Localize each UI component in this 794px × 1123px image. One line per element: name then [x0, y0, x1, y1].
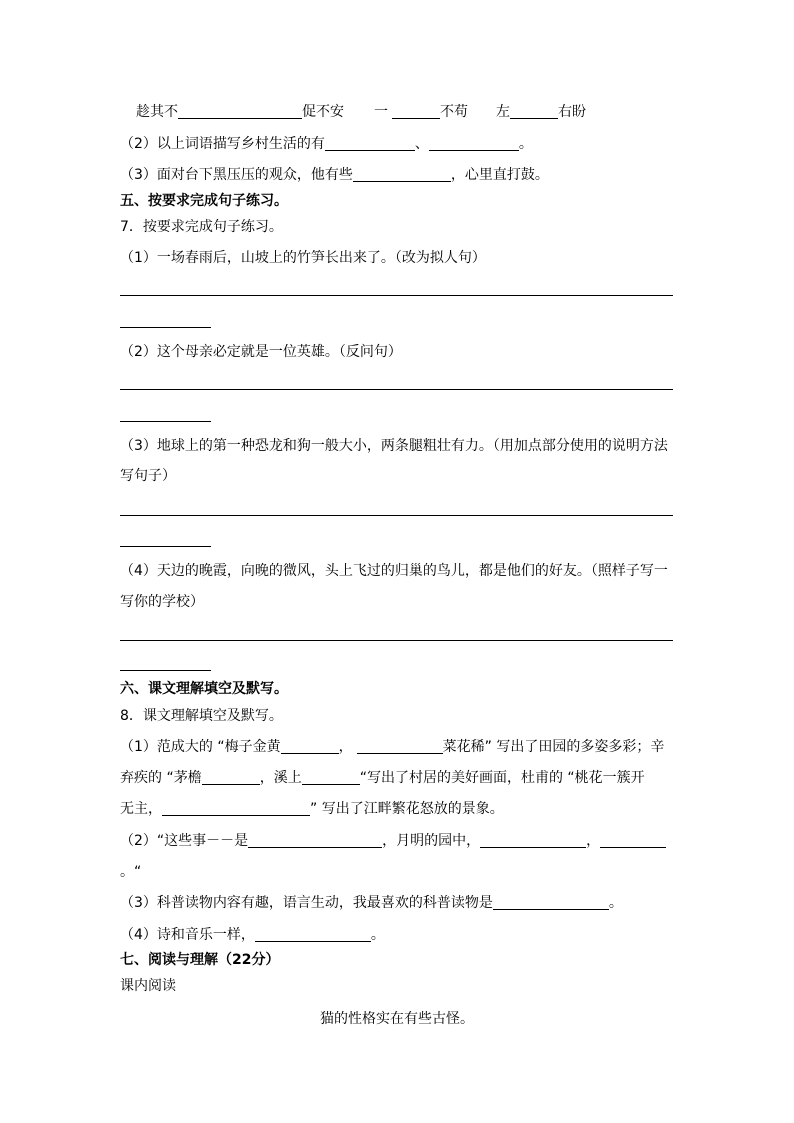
blank-q8-3[interactable]	[493, 895, 609, 910]
q8-4-line	[120, 926, 385, 944]
blank-q8-2-a[interactable]	[248, 833, 382, 848]
blank-q6-2-a[interactable]	[325, 136, 415, 151]
blank-q8-1-b[interactable]	[357, 739, 443, 754]
q8-1-text-c: 菜花稀” 写出了田园的多姿多彩；辛	[442, 739, 665, 755]
q7-sentence-4b: 写你的学校）	[120, 594, 204, 610]
q8-1-text-f: “写出了村居的美好画面，杜甫的 “桃花一簇开	[359, 770, 645, 786]
blank-q8-1-c[interactable]	[202, 770, 260, 785]
question-7-title: 7．按要求完成句子练习。	[120, 219, 283, 235]
blank-q8-1-a[interactable]	[281, 739, 339, 754]
q8-1-text-h: ” 写出了江畔繁花怒放的景象。	[310, 801, 504, 817]
q6-2-sep: 、	[414, 136, 429, 152]
answer-line-1[interactable]	[120, 295, 673, 296]
question-6-2	[120, 135, 533, 153]
q8-1-text-a: （1）范成大的 “梅子金黄	[120, 739, 281, 755]
blank-idiom-2[interactable]	[392, 104, 440, 119]
q8-1-line-1	[120, 738, 664, 756]
q8-4-text: （4）诗和音乐一样，	[120, 927, 255, 943]
section-7-heading: 七、阅读与理解（22分）	[120, 952, 280, 968]
answer-line-3[interactable]	[120, 515, 673, 516]
q7-sentence-1: （1）一场春雨后，山坡上的竹笋长出来了。（改为拟人句）	[120, 250, 486, 266]
idiom-text-5: 左	[496, 104, 510, 120]
section-5-heading: 五、按要求完成句子练习。	[120, 193, 288, 209]
q8-3-end: 。	[608, 895, 623, 911]
blank-idiom-1[interactable]	[178, 104, 302, 119]
idiom-text-6: 右盼	[558, 104, 586, 120]
q8-2-text-c: ，	[586, 833, 601, 849]
blank-q8-2-b[interactable]	[480, 833, 586, 848]
answer-line-4[interactable]	[120, 640, 673, 641]
q7-sentence-4a: （4）天边的晚霞，向晚的微风，头上飞过的归巢的鸟儿，都是他们的好友。（照样子写一	[120, 563, 668, 579]
blank-q8-1-d[interactable]	[302, 770, 360, 785]
blank-q8-2-c[interactable]	[600, 833, 666, 848]
q6-2-end: 。	[518, 136, 533, 152]
q8-3-text: （3）科普读物内容有趣，语言生动，我最喜欢的科普读物是	[120, 895, 493, 911]
question-6-3	[120, 166, 549, 184]
q8-2-text-b: ，月明的园中，	[382, 833, 481, 849]
answer-line-3-end[interactable]	[120, 546, 211, 547]
idiom-text-2: 促不安	[302, 104, 344, 120]
q7-sentence-2: （2）这个母亲必定就是一位英雄。（反问句）	[120, 344, 402, 360]
answer-line-2[interactable]	[120, 389, 673, 390]
answer-line-2-end[interactable]	[120, 421, 211, 422]
idiom-text-1: 趁其不	[136, 104, 178, 120]
idiom-text-4: 不苟	[440, 104, 468, 120]
q8-1-text-e: ，溪上	[259, 770, 302, 786]
idiom-fill-line	[136, 103, 586, 121]
blank-q8-1-e[interactable]	[162, 801, 310, 816]
blank-q8-4[interactable]	[255, 927, 371, 942]
q8-3-line	[120, 894, 623, 912]
section-7-subheading: 课内阅读	[120, 978, 176, 994]
blank-q6-3[interactable]	[353, 167, 451, 182]
q6-3-text: （3）面对台下黑压压的观众，他有些	[120, 167, 353, 183]
q8-1-line-3	[120, 800, 504, 818]
q6-2-text: （2）以上词语描写乡村生活的有	[120, 136, 325, 152]
q7-sentence-3b: 写句子）	[120, 468, 176, 484]
question-8-title: 8．课文理解填空及默写。	[120, 708, 283, 724]
q8-2-line-2: 。“	[120, 864, 142, 880]
q8-2-text-a: （2）“这些事－－是	[120, 833, 249, 849]
section-6-heading: 六、课文理解填空及默写。	[120, 681, 288, 697]
q6-3-end: ，心里直打鼓。	[450, 167, 549, 183]
q8-1-text-d: 弃疾的 “茅檐	[120, 770, 202, 786]
answer-line-1-end[interactable]	[120, 327, 211, 328]
q8-1-line-2	[120, 769, 645, 787]
reading-passage-line: 猫的性格实在有些古怪。	[320, 1011, 474, 1027]
answer-line-4-end[interactable]	[120, 670, 211, 671]
blank-q6-2-b[interactable]	[429, 136, 519, 151]
q7-sentence-3a: （3）地球上的第一种恐龙和狗一般大小，两条腿粗壮有力。（用加点部分使用的说明方法	[120, 438, 668, 454]
q8-4-end: 。	[370, 927, 385, 943]
blank-idiom-3[interactable]	[510, 104, 558, 119]
q8-2-line-1	[120, 832, 666, 850]
q8-1-text-g: 无主，	[120, 801, 162, 817]
idiom-text-3: 一	[374, 104, 388, 120]
q8-1-text-b: ，	[338, 739, 353, 755]
